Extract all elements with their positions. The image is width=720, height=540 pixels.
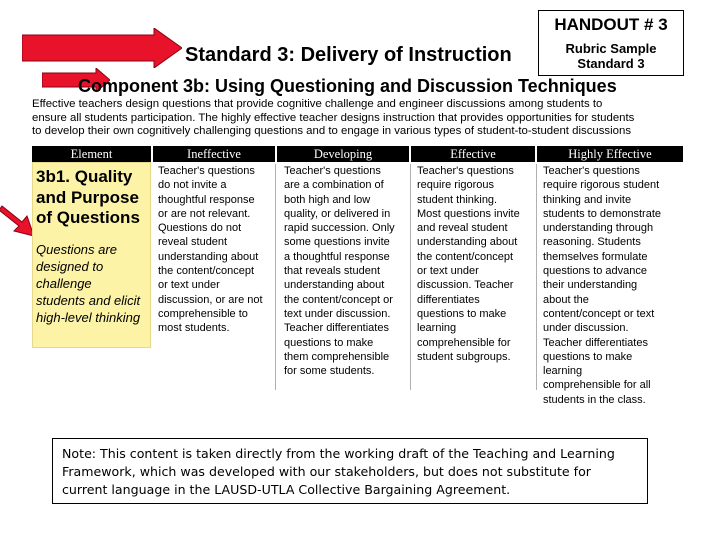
cell-line: are a combination of	[284, 179, 384, 192]
effective-cell	[417, 164, 535, 364]
note-line: current language in the LAUSD-UTLA Collective Bargaining Agreement.	[62, 482, 511, 497]
cell-line: questions to make	[284, 336, 374, 349]
header-developing: Developing	[277, 146, 409, 162]
cell-line: reasoning. Students	[543, 236, 641, 249]
cell-line: under discussion.	[543, 322, 629, 335]
cell-line: that reveals student	[284, 265, 381, 278]
large-arrow-icon	[22, 28, 182, 68]
cell-line: Teacher differentiates	[284, 322, 389, 335]
cell-line: comprehensible for	[417, 336, 511, 349]
cell-line: text under discussion.	[284, 307, 391, 320]
cell-line: Questions do not	[158, 222, 242, 235]
cell-line: some questions invite	[284, 236, 390, 249]
standard-title: Standard 3: Delivery of Instruction	[185, 44, 512, 66]
cell-line: questions to advance	[543, 265, 647, 278]
handout-subtitle-line1: Rubric Sample	[565, 41, 657, 56]
cell-line: students to demonstrate	[543, 207, 662, 220]
cell-line: thinking and invite	[543, 193, 632, 206]
cell-line: for some students.	[284, 365, 375, 378]
cell-line: about the	[543, 293, 589, 306]
cell-line: Teacher's questions	[158, 165, 255, 177]
cell-line: understanding about	[417, 236, 518, 249]
cell-line: content/concept or text	[543, 307, 655, 320]
cell-line: require rigorous	[417, 179, 495, 192]
cell-line: thoughtful response	[158, 193, 255, 206]
cell-line: themselves formulate	[543, 250, 648, 263]
cell-line: questions to make	[417, 307, 507, 320]
element-description: Questions are designed to challenge students and elicit high-level thinking	[36, 241, 141, 325]
cell-line: Teacher's questions	[417, 165, 514, 177]
highly-effective-cell	[543, 164, 683, 407]
cell-line: comprehensible to	[158, 307, 248, 320]
cell-line: understanding through	[543, 222, 654, 235]
cell-line: the content/concept or	[284, 293, 393, 306]
cell-line: or text under	[158, 279, 220, 292]
header-effective: Effective	[411, 146, 535, 162]
cell-line: student thinking.	[417, 193, 498, 206]
ineffective-cell	[158, 164, 276, 336]
cell-line: them comprehensible	[284, 350, 390, 363]
intro-paragraph	[32, 98, 688, 139]
cell-line: understanding about	[284, 279, 385, 292]
cell-line: reveal student	[158, 236, 228, 249]
cell-line: rapid succession. Only	[284, 222, 395, 235]
cell-line: discussion, or are not	[158, 293, 263, 306]
header-highly-effective: Highly Effective	[537, 146, 683, 162]
column-divider	[410, 164, 411, 390]
cell-line: do not invite a	[158, 179, 227, 192]
handout-title: HANDOUT # 3	[554, 15, 668, 34]
element-code: 3b1. Quality and Purpose of Questions	[36, 167, 140, 227]
cell-line: students in the class.	[543, 393, 646, 406]
handout-box	[538, 10, 684, 76]
cell-line: learning	[417, 322, 457, 335]
column-divider	[536, 164, 537, 390]
cell-line: comprehensible for all	[543, 379, 651, 392]
cell-line: their understanding	[543, 279, 638, 292]
cell-line: student subgroups.	[417, 350, 511, 363]
cell-line: most students.	[158, 322, 230, 335]
handout-subtitle-line2: Standard 3	[577, 56, 645, 71]
component-title: Component 3b: Using Questioning and Discussion Techniques	[78, 76, 617, 96]
intro-line: Effective teachers design questions that provide cognitive challenge and engineer discussions among students to	[32, 98, 603, 110]
cell-line: Teacher's questions	[543, 165, 640, 177]
cell-line: both high and low	[284, 193, 371, 206]
note-line: Framework, which was developed with our stakeholders, but does not substitute for	[62, 464, 591, 479]
cell-line: or text under	[417, 265, 479, 278]
developing-cell	[284, 164, 410, 378]
cell-line: Teacher's questions	[284, 165, 381, 177]
intro-line: ensure all students participation. The highly effective teacher designs instruction that provides opportunities for students	[32, 111, 635, 124]
cell-line: or are not relevant.	[158, 207, 251, 220]
cell-line: discussion. Teacher	[417, 279, 514, 292]
note-box	[52, 438, 648, 504]
header-ineffective: Ineffective	[153, 146, 275, 162]
cell-line: differentiates	[417, 293, 480, 306]
cell-line: learning	[543, 365, 583, 378]
intro-line: to develop their own cognitively challenging questions and to engage in various types of student-to-student discussions	[32, 125, 632, 137]
cell-line: the content/concept	[417, 250, 514, 263]
cell-line: require rigorous student	[543, 179, 660, 192]
cell-line: Teacher differentiates	[543, 336, 648, 349]
cell-line: and reveal student	[417, 222, 508, 235]
element-cell	[32, 162, 151, 348]
cell-line: understanding about	[158, 250, 259, 263]
header-element: Element	[32, 146, 151, 162]
cell-line: the content/concept	[158, 265, 255, 278]
cell-line: a thoughtful response	[284, 250, 390, 263]
cell-line: quality, or delivered in	[284, 207, 391, 220]
cell-line: Most questions invite	[417, 207, 520, 220]
cell-line: questions to make	[543, 350, 633, 363]
note-line: Note: This content is taken directly from the working draft of the Teaching and Learning	[62, 446, 615, 461]
